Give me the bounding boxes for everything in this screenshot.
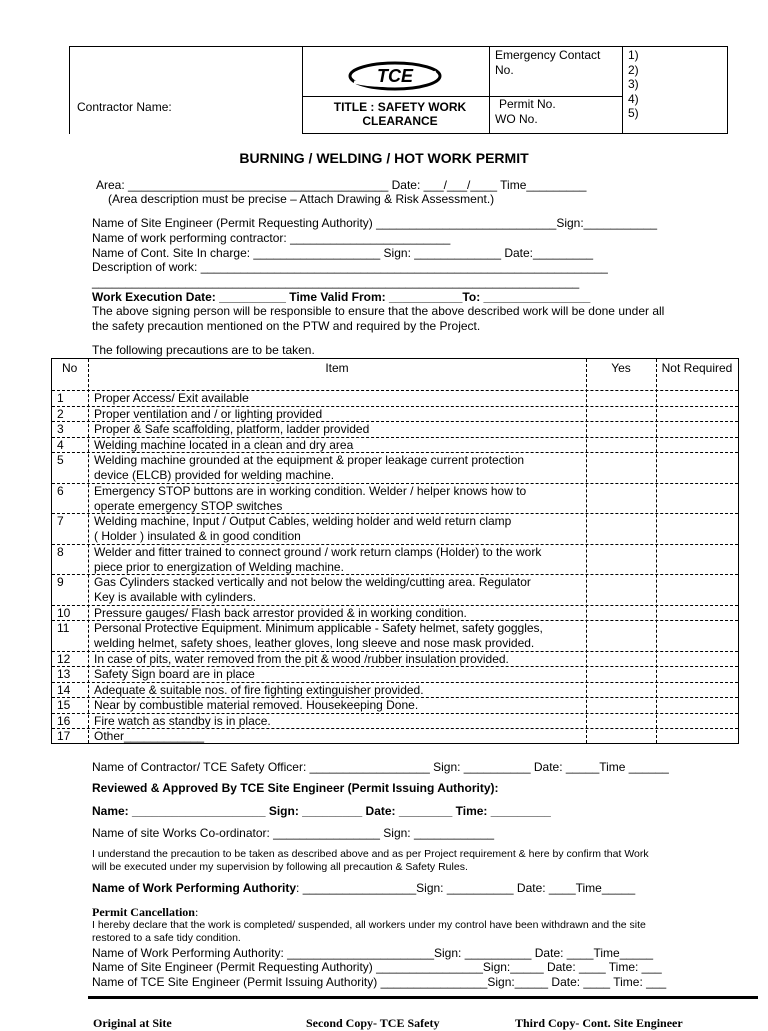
row-item-text: Fire watch as standby is in place. (94, 713, 271, 728)
row-item-text: Other____________ (94, 729, 205, 743)
table-row (52, 452, 738, 483)
understand-line-2: will be executed under my supervision by following all precaution & Safety Rules. (92, 861, 468, 873)
precautions-intro: The following precautions are to be taken. (92, 343, 315, 357)
table-row (52, 574, 738, 605)
table-row (52, 544, 738, 575)
contractor-name-label: Contractor Name: (77, 100, 172, 114)
row-item-text: piece prior to energization of Welding machine. (94, 559, 344, 574)
reviewed-heading: Reviewed & Approved By TCE Site Engineer (Permit Issuing Authority): (92, 781, 499, 795)
table-row (52, 513, 738, 544)
row-number: 13 (57, 667, 71, 681)
emergency-contact-label: Emergency Contact No. (495, 48, 601, 77)
approver-name-field: Name: ____________________ Sign: _________ Date: ________ Time: _________ (92, 804, 551, 818)
table-row (52, 605, 738, 621)
cancel-site-engineer: Name of Site Engineer (Permit Requesting Authority) ________________Sign:_____ Date: ____ Time: ___ (92, 960, 662, 974)
header-no: No (62, 361, 78, 375)
row-item-text: Welding machine, Input / Output Cables, welding holder and weld return clamp (94, 514, 512, 528)
table-row (52, 421, 738, 437)
table-row (52, 697, 738, 713)
cancel-performing-authority: Name of Work Performing Authority: ______________________Sign: __________ Date: ____Time_____ (92, 946, 654, 960)
emergency-numbers (628, 48, 639, 121)
row-item-text: welding helmet, safety shoes, leather gloves, long sleeve and nose mask provided. (94, 636, 535, 650)
table-row (52, 651, 738, 667)
performing-authority-rest: : _________________Sign: __________ Date: ____Time_____ (296, 881, 636, 895)
table-row (52, 682, 738, 698)
cancellation-heading: Permit Cancellation (92, 905, 195, 919)
form-title: BURNING / WELDING / HOT WORK PERMIT (239, 150, 529, 166)
row-item-text: Key is available with cylinders. (94, 590, 257, 604)
footer-third-copy: Third Copy- Cont. Site Engineer (515, 1016, 683, 1030)
performing-authority-field (92, 881, 635, 895)
row-number: 7 (57, 514, 64, 528)
row-item-text: Near by combustible material removed. Housekeeping Done. (94, 698, 419, 712)
row-item-text: Emergency STOP buttons are in working condition. Welder / helper knows how to (94, 483, 527, 498)
row-number: 3 (57, 422, 64, 436)
table-row (52, 666, 738, 682)
row-number: 4 (57, 437, 64, 452)
header-border-right (727, 46, 728, 134)
row-number: 9 (57, 575, 64, 589)
cancellation-heading-suffix: : (194, 905, 199, 919)
performing-authority-label: Name of Work Performing Authority (92, 881, 297, 895)
site-in-charge-field: Name of Cont. Site In charge: ___________________ Sign: _____________ Date:_________ (92, 246, 594, 260)
footer-second-copy: Second Copy- TCE Safety (306, 1016, 440, 1030)
cancel-tce-site-engineer: Name of TCE Site Engineer (Permit Issuing Authority) ________________Sign:_____ Date: ____ Time: ___ (92, 975, 667, 989)
header-divider-3 (622, 46, 623, 134)
table-row (52, 728, 738, 744)
emergency-number-3: 3) (628, 77, 639, 91)
row-number: 1 (57, 391, 64, 405)
precautions-table (51, 358, 739, 744)
row-item-text: Proper ventilation and / or lighting provided (94, 406, 323, 421)
coordinator-field: Name of site Works Co-ordinator: ________________ Sign: ____________ (92, 826, 495, 840)
row-number: 17 (57, 729, 71, 743)
row-item-text: Adequate & suitable nos. of fire fighting extinguisher provided. (94, 682, 424, 697)
row-item-text: Gas Cylinders stacked vertically and not below the welding/cutting area. Regulator (94, 575, 531, 589)
row-item-text: Pressure gauges/ Flash back arrestor provided & in working condition. (94, 605, 467, 620)
wo-no-label: WO No. (495, 112, 538, 126)
safety-officer-field: Name of Contractor/ TCE Safety Officer: __________________ Sign: __________ Date: _____Time ______ (92, 760, 669, 774)
row-item-text: device (ELCB) provided for welding machine. (94, 468, 335, 482)
header-item: Item (325, 361, 349, 375)
table-row (52, 483, 738, 514)
declare-line-1: I hereby declare that the work is completed/ suspended, all workers under my control have been withdrawn and the site (92, 919, 646, 931)
contractor-field: Name of work performing contractor: ________________________ (92, 231, 451, 245)
row-number: 5 (57, 453, 64, 467)
table-row (52, 620, 738, 651)
row-item-text: operate emergency STOP switches (94, 498, 283, 513)
row-item-text: ( Holder ) insulated & in good condition (94, 529, 301, 543)
row-number: 6 (57, 483, 64, 498)
header-not-required: Not Required (661, 361, 733, 375)
row-number: 15 (57, 698, 71, 712)
emergency-number-2: 2) (628, 62, 639, 77)
row-item-text: Proper Access/ Exit available (94, 391, 249, 405)
header-bottom-line (302, 133, 727, 134)
row-number: 8 (57, 544, 64, 559)
emergency-number-5: 5) (628, 106, 639, 120)
row-item-text: Safety Sign board are in place (94, 667, 255, 681)
row-number: 12 (57, 651, 71, 666)
execution-field: Work Execution Date: __________ Time Valid From: ___________To: ________________ (92, 290, 591, 304)
declare-line-2: restored to a safe tidy condition. (92, 932, 241, 944)
understand-line-1: I understand the precaution to be taken as described above and as per Project requirement & here by confirm that Work (92, 848, 649, 860)
row-item-text: Welding machine grounded at the equipment & proper leakage current protection (94, 453, 525, 467)
row-item-text: Welding machine located in a clean and dry area (94, 437, 354, 452)
tce-logo (348, 58, 443, 97)
table-row (52, 437, 738, 453)
responsibility-line-1: The above signing person will be responsible to ensure that the above described work will be done under all (92, 304, 665, 318)
emergency-number-4: 4) (628, 91, 639, 106)
table-row (52, 390, 738, 406)
row-item-text: In case of pits, water removed from the pit & wood /rubber insulation provided. (94, 651, 509, 666)
site-engineer-field: Name of Site Engineer (Permit Requesting Authority) ___________________________Sign:___________ (92, 216, 658, 230)
permit-no-label: Permit No. (499, 97, 556, 111)
logo-text: TCE (377, 66, 413, 86)
description-field: Description of work: _____________________________________________________________ (92, 260, 608, 274)
table-row (52, 406, 738, 422)
cancellation-heading-wrap (92, 905, 198, 920)
header-divider-1 (302, 46, 303, 134)
header-border-top (69, 46, 727, 47)
area-note: (Area description must be precise – Attach Drawing & Risk Assessment.) (108, 192, 495, 206)
row-number: 11 (57, 621, 70, 635)
footer-original: Original at Site (93, 1016, 172, 1030)
footer-rule (88, 996, 758, 999)
table-row (52, 713, 738, 729)
row-item-text: Welder and fitter trained to connect ground / work return clamps (Holder) to the work (94, 544, 542, 559)
row-item-text: Proper & Safe scaffolding, platform, ladder provided (94, 422, 370, 436)
row-number: 14 (57, 682, 71, 697)
header-border-left (69, 46, 70, 134)
row-item-text: Personal Protective Equipment. Minimum applicable - Safety helmet, safety goggles, (94, 621, 543, 635)
responsibility-line-2: the safety precaution mentioned on the PTW and required by the Project. (92, 319, 481, 333)
row-number: 2 (57, 406, 64, 421)
area-field: Area: _______________________________________ Date: ___/___/____ Time_________ (96, 178, 587, 192)
description-line-2: _________________________________________________________________________ (92, 275, 580, 289)
row-number: 10 (57, 605, 71, 620)
header-yes: Yes (611, 361, 631, 375)
row-number: 16 (57, 713, 71, 728)
document-title: TITLE : SAFETY WORK CLEARANCE (333, 100, 467, 128)
emergency-number-1: 1) (628, 48, 639, 62)
